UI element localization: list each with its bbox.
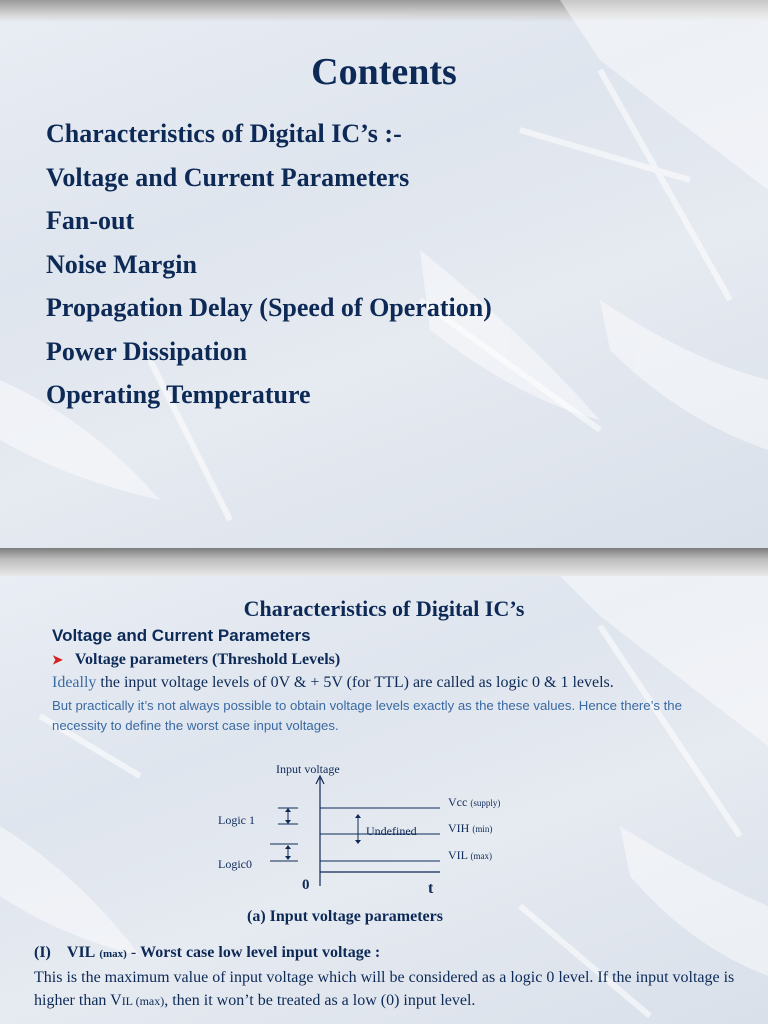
definition-text-2: , then it won’t be treated as a low (0) input level. xyxy=(164,992,476,1009)
definition-body xyxy=(34,966,744,1013)
undefined-label: Undefined xyxy=(366,824,417,838)
origin-label: 0 xyxy=(302,877,310,893)
paragraph-lead: Ideally xyxy=(52,674,97,691)
definition-text-1: This is the maximum value of input voltage which will be considered as a logic 0 level. If the input voltage is higher than V xyxy=(34,969,735,1009)
list-item: Power Dissipation xyxy=(46,336,248,366)
slide-title: Characteristics of Digital IC’s xyxy=(243,596,525,621)
list-item: Propagation Delay (Speed of Operation) xyxy=(46,293,492,322)
list-item: Fan-out xyxy=(46,206,135,235)
list-item: Characteristics of Digital IC’s :- xyxy=(46,119,402,148)
list-item: Operating Temperature xyxy=(46,380,311,409)
diagram-caption: (a) Input voltage parameters xyxy=(247,908,443,925)
definition-title: Worst case low level input voltage : xyxy=(140,944,381,961)
input-voltage-diagram xyxy=(200,762,540,908)
definition-dash: - xyxy=(130,944,141,961)
y-axis-label: Input voltage xyxy=(276,762,340,776)
paragraph-rest: the input voltage levels of 0V & + 5V (for TTL) are called as logic 0 & 1 levels. xyxy=(96,674,614,691)
definition-sub: (max) xyxy=(132,994,165,1008)
list-item: Voltage and Current Parameters xyxy=(46,162,410,192)
contents-list xyxy=(46,112,492,417)
list-item: Noise Margin xyxy=(46,249,197,279)
arrow-right-icon: ➤ xyxy=(52,652,63,667)
section-heading: Voltage and Current Parameters xyxy=(52,626,311,645)
slide-separator xyxy=(0,548,768,576)
vih-label: VIH (min) xyxy=(448,821,493,835)
vil-label: VIL (max) xyxy=(448,848,493,862)
bullet-point xyxy=(52,651,340,669)
time-axis-label: t xyxy=(428,880,434,897)
definition-symbol-sub: (max) xyxy=(99,948,127,960)
definition-heading xyxy=(34,944,380,962)
definition-sym: IL xyxy=(121,994,133,1008)
paragraph-ideal xyxy=(52,674,614,692)
bullet-text: Voltage parameters (Threshold Levels) xyxy=(74,651,341,668)
page-title: Contents xyxy=(311,51,457,93)
logic1-label: Logic 1 xyxy=(218,813,255,827)
paragraph-practical: But practically it’s not always possible to obtain voltage levels exactly as the these values. Hence there’s the necessity to define the worst case input voltages. xyxy=(52,698,682,733)
definition-symbol: VIL xyxy=(66,944,96,961)
vcc-label: Vcc (supply) xyxy=(448,795,501,809)
logic0-label: Logic0 xyxy=(218,857,252,871)
slide-characteristics xyxy=(0,576,768,1024)
definition-number: (I) xyxy=(34,944,51,961)
